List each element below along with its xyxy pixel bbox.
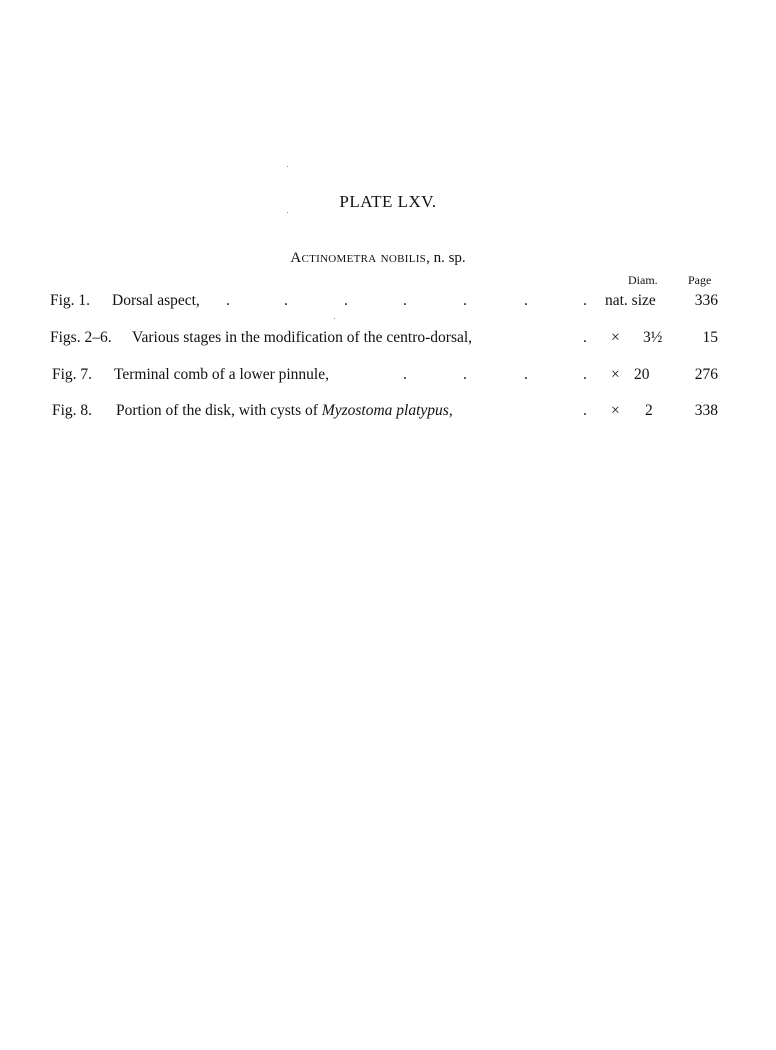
leader-dots: . <box>583 292 587 309</box>
figure-row <box>0 290 776 312</box>
figure-description <box>116 400 453 422</box>
diameter-value: nat. size <box>605 292 656 309</box>
page-column-header: Page <box>688 273 712 287</box>
page-number: 336 <box>694 292 718 309</box>
species-qualifier: , n. sp. <box>426 250 466 266</box>
leader-dots: . <box>403 292 407 309</box>
leader-dots: . <box>344 292 348 309</box>
page-number: 338 <box>694 402 718 419</box>
speck <box>287 166 288 167</box>
leader-dots: . <box>226 292 230 309</box>
speck <box>287 212 288 213</box>
figure-label: Fig. 1. <box>50 292 91 309</box>
speck <box>334 318 335 319</box>
leader-dots: . <box>583 329 587 346</box>
page-number: 276 <box>694 366 718 383</box>
plate-title: PLATE LXV. <box>339 192 437 211</box>
multiplier-sign: × <box>611 329 620 346</box>
leader-dots: . <box>284 292 288 309</box>
figure-label: Fig. 7. <box>52 366 93 383</box>
page-number: 15 <box>702 329 718 346</box>
figure-label: Figs. 2–6. <box>50 329 112 346</box>
figure-description: Various stages in the modification of the centro-dorsal, <box>132 329 473 346</box>
diameter-value: 20 <box>634 366 650 383</box>
leader-dots: . <box>524 366 528 383</box>
species-italic-name: Myzostoma platypus <box>321 402 449 419</box>
leader-dots: . <box>583 402 587 419</box>
leader-dots: . <box>583 366 587 383</box>
leader-dots: . <box>463 292 467 309</box>
diameter-value: 3½ <box>643 329 663 346</box>
leader-dots: . <box>463 366 467 383</box>
leader-dots: . <box>403 366 407 383</box>
figure-row <box>0 327 776 349</box>
figure-description-punct: , <box>448 402 453 419</box>
species-name: Actinometra nobilis <box>290 250 427 266</box>
figure-description: Terminal comb of a lower pinnule, <box>114 366 329 383</box>
multiplier-sign: × <box>611 366 620 383</box>
figure-row <box>0 364 776 386</box>
figure-description: Dorsal aspect, <box>112 292 200 309</box>
diam-column-header: Diam. <box>628 273 658 287</box>
figure-description-text: Portion of the disk, with cysts of <box>116 402 318 419</box>
figure-row <box>0 400 776 422</box>
leader-dots: . <box>524 292 528 309</box>
diameter-value: 2 <box>645 402 653 419</box>
figure-label: Fig. 8. <box>52 402 93 419</box>
multiplier-sign: × <box>611 402 620 419</box>
species-heading <box>0 250 756 267</box>
